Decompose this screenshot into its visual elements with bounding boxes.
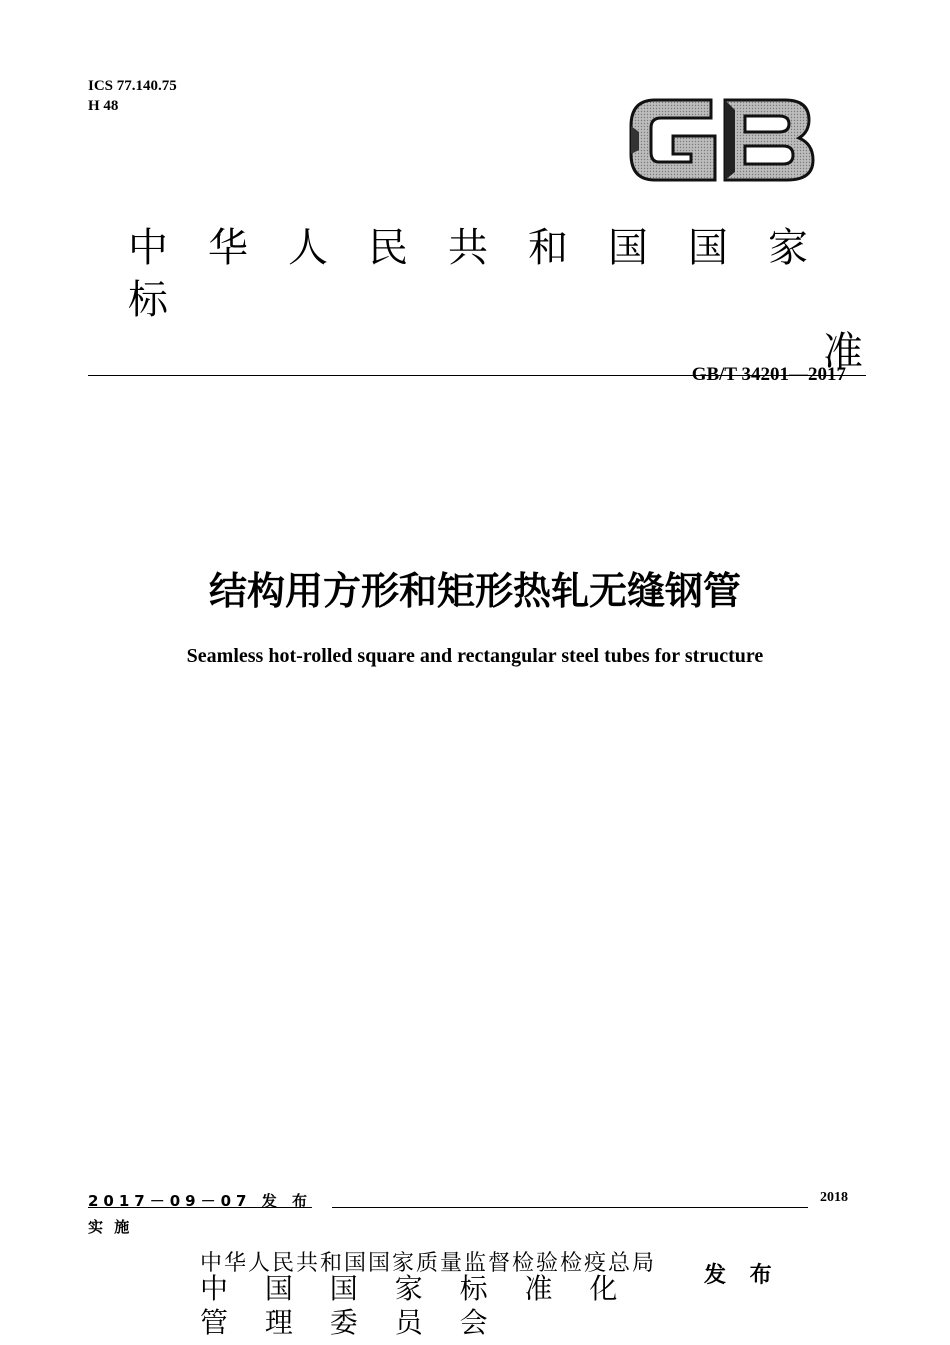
- date-divider: [332, 1207, 808, 1208]
- standard-type-line1: 中华人民共和国国家标: [128, 225, 848, 323]
- issuer-sac: 中 国 国 家 标 准 化 管 理 委 员 会: [200, 1272, 632, 1339]
- publish-label: 发 布: [704, 1263, 780, 1288]
- date-row: [88, 1190, 848, 1210]
- classification-codes: [88, 76, 177, 116]
- ccs-code: H 48: [88, 98, 119, 114]
- gb-logo-icon: [625, 92, 817, 188]
- issuer-aqsiq: 中华人民共和国国家质量监督检验检疫总局: [200, 1251, 657, 1276]
- effective-date: 2018: [820, 1190, 848, 1205]
- title-chinese: 结构用方形和矩形热轧无缝钢管: [208, 569, 741, 613]
- standard-number: GB/T 34201—2017: [691, 364, 846, 385]
- effective-label: 实 施: [88, 1218, 133, 1236]
- standard-type-title: [128, 222, 873, 378]
- title-english: Seamless hot-rolled square and rectangular steel tubes for structure: [186, 645, 764, 667]
- ics-code: ICS 77.140.75: [88, 78, 177, 94]
- standard-type-line2: 准: [823, 329, 863, 375]
- issue-date: 2017－09－07 发 布: [88, 1192, 312, 1210]
